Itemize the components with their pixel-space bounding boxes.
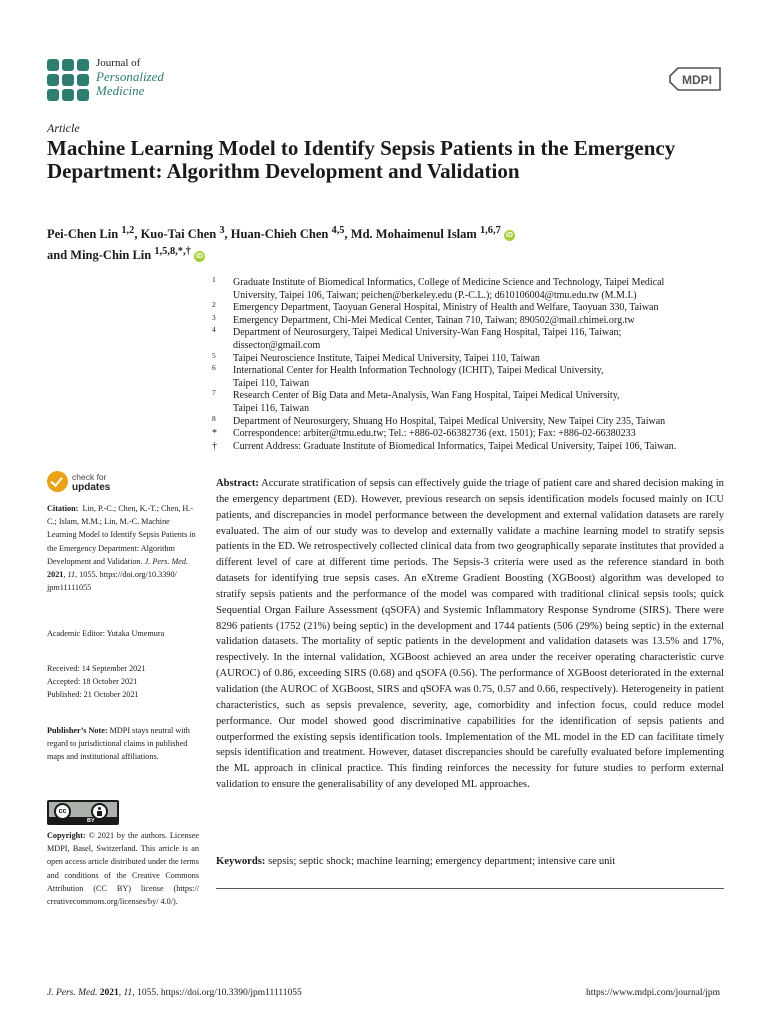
abstract (216, 476, 724, 793)
journal-name-line2: Medicine (96, 83, 145, 98)
journal-prefix: Journal of (96, 57, 141, 69)
academic-editor: Academic Editor: Yutaka Umemura (47, 629, 165, 638)
affiliation-item: 5 Taipei Neuroscience Institute, Taipei Medical University, Taipei 110, Taiwan (212, 350, 540, 364)
affiliation-item: 3 Emergency Department, Chi-Mei Medical Center, Tainan 710, Taiwan; 890502@mail.chimei.org.tw (212, 312, 635, 326)
article-type: Article (47, 121, 80, 135)
mdpi-logo-icon (666, 66, 724, 92)
affiliation-item: 6 International Center for Health Information Technology (ICHIT), Taipei Medical University, Taipei 110, Taiwan (212, 363, 604, 389)
mdpi-logo-text: MDPI (682, 73, 712, 87)
footer-journal-url[interactable]: https://www.mdpi.com/journal/jpm (586, 988, 720, 998)
publication-dates (47, 662, 199, 702)
journal-name-line1: Personalized (96, 69, 164, 84)
orcid-icon[interactable]: iD (505, 231, 513, 239)
footer-citation: J. Pers. Med. 2021, 11, 1055. https://doi.org/10.3390/jpm11111055 (47, 988, 302, 998)
abstract-label: Abstract: (216, 478, 259, 489)
section-divider (216, 888, 724, 889)
publishers-note: Publisher’s Note: MDPI stays neutral with regard to jurisdictional claims in published maps and institutional affiliations. (47, 726, 190, 762)
check-for-updates-button[interactable]: check for updates (47, 471, 137, 495)
author[interactable]: Huan-Chieh Chen $^{4,5}$ (230, 225, 345, 242)
article-title: Machine Learning Model to Identify Sepsis Patients in the Emergency Department: Algorithm Development and Validation (47, 136, 676, 183)
accepted-date: Accepted: 18 October 2021 (47, 677, 138, 687)
citation-block: Citation: Lin, P.-C.; Chen, K.-T.; Chen, H.-C.; Islam, M.M.; Lin, M.-C. Machine Learning Model to Identify Sepsis Patients in the Emergency Department: Algorithm Development and Validation. J. Pers. Med. 2021, 11, 1055. https://doi.org/10.3390/ jpm11111055 (47, 504, 196, 593)
cc-by-license-icon[interactable]: cc BY (47, 800, 119, 825)
orcid-icon[interactable]: iD (195, 252, 203, 260)
keywords-label: Keywords: (216, 856, 266, 867)
correspondence: * Correspondence: arbiter@tmu.edu.tw; Tel.: +886-02-66382736 (ext. 1501); Fax: +886-02-66380233 (212, 428, 636, 440)
check-updates-icon (47, 471, 68, 492)
author[interactable]: Pei-Chen Lin $^{1,2}$ (47, 225, 135, 242)
abstract-text: Accurate stratification of sepsis can effectively guide the triage of patient care and shared decision making in the emergency department (ED). However, previous research on sepsis identification models focused mainly on ICU patients, and discrepancies in model performance between the development and external validation datasets are rarely evaluated. The aim of our study was to develop and externally validate a machine learning model to stratify sepsis patients in the ED. We retrospectively collected clinical data from two geographically separate institutes that provided a different level of care at different time periods. The Sepsis-3 criteria were used as the reference standard in both datasets for identifying true sepsis cases. An eXtreme Gradient Boosting (XGBoost) algorithm was developed to stratify sepsis patients and the performance of the model was compared with traditional clinical sepsis tools; quick Sequential Organ Failure Assessment (qSOFA) and Systemic Inflammatory Response Syndrome (SIRS). There were 8296 patients (1752 (21%) being septic) in the development and 1744 patients (506 (29%) being septic) in the external validation datasets. The mortality of septic patients in the development and validation datasets was 13.5% and 17%, respectively. In the internal validation, XGBoost achieved an area under the receiver operating characteristic curve (AUROC) of 0.86, exceeding SIRS (0.68) and qSOFA (0.56). The performance of XGBoost deteriorated in the external validation (the AUROC of XGBoost, SIRS and qSOFA was 0.75, 0.57 and 0.66, respectively). Heterogeneity in patient characteristics, such as sepsis prevalence, severity, age, comorbidity and infection focus, could reduce model performance. Our model showed good discriminative capabilities for the identification of sepsis patients and outperformed the existing sepsis identification tools. Implementation of the ML model in the ED can facilitate timely sepsis identification and treatment. However, dataset discrepancies should be carefully evaluated before implementing the ML approach in clinical practice. This finding reinforces the necessity for future studies to perform external validation to ensure the generalisability of any developed ML approaches. (216, 478, 724, 791)
author[interactable]: Kuo-Tai Chen $^3$ (140, 225, 225, 242)
copyright-block: Copyright: © 2021 by the authors. Licensee MDPI, Basel, Switzerland. This article is an open access article distributed under the terms and conditions of the Creative Commons Attribution (CC BY) license (https:// creativecommons.org/licenses/by/ 4.0/). (47, 831, 200, 907)
keywords-text: sepsis; septic shock; machine learning; emergency department; intensive care unit (268, 856, 616, 867)
current-address: † Current Address: Graduate Institute of Biomedical Informatics, Taipei Medical University, Taipei 106, Taiwan. (212, 440, 677, 452)
author-list: Pei-Chen Lin $^{1,2}$, Kuo-Tai Chen $^3$, Huan-Chieh Chen $^{4,5}$, Md. Mohaimenul Islam $^{1,6,7}$ iD and Ming-Chin Lin $^{1,5,8,*,\dagger}$ iD (47, 225, 513, 263)
affiliation-item: 8 Department of Neurosurgery, Shuang Ho Hospital, Taipei Medical University, New Taipei City 235, Taiwan (212, 413, 666, 427)
author[interactable]: and Ming-Chin Lin $^{1,5,8,*,\dagger}$ (47, 246, 191, 263)
affiliation-item: 7 Research Center of Big Data and Meta-Analysis, Wan Fang Hospital, Taipei Medical University, Taipei 116, Taiwan (212, 388, 620, 414)
journal-logo-icon (47, 59, 89, 101)
affiliation-item: 2 Emergency Department, Taoyuan General Hospital, Ministry of Health and Welfare, Taoyuan 330, Taiwan (212, 300, 659, 314)
footer-doi-link[interactable]: , 1055. https://doi.org/10.3390/jpm11111055 (132, 988, 302, 998)
affiliation-item: 1 Graduate Institute of Biomedical Informatics, College of Medicine Science and Technology, Taipei Medical University, Taipei 106, Taiwan; peichen@berkeley.edu (P.-C.L.); d610106004@tmu.edu.tw (M.M.I.) (212, 275, 665, 301)
journal-name (96, 56, 164, 98)
published-date: Published: 21 October 2021 (47, 690, 139, 700)
affiliations (212, 277, 732, 453)
affiliation-item: 4 Department of Neurosurgery, Taipei Medical University-Wan Fang Hospital, Taipei 116, Taiwan; dissector@gmail.com (212, 325, 622, 351)
keywords (216, 854, 724, 869)
doi-link[interactable]: , 1055. https://doi.org/10.3390/ jpm11111055 (47, 570, 177, 593)
author[interactable]: Md. Mohaimenul Islam $^{1,6,7}$ (350, 225, 501, 242)
received-date: Received: 14 September 2021 (47, 664, 146, 673)
